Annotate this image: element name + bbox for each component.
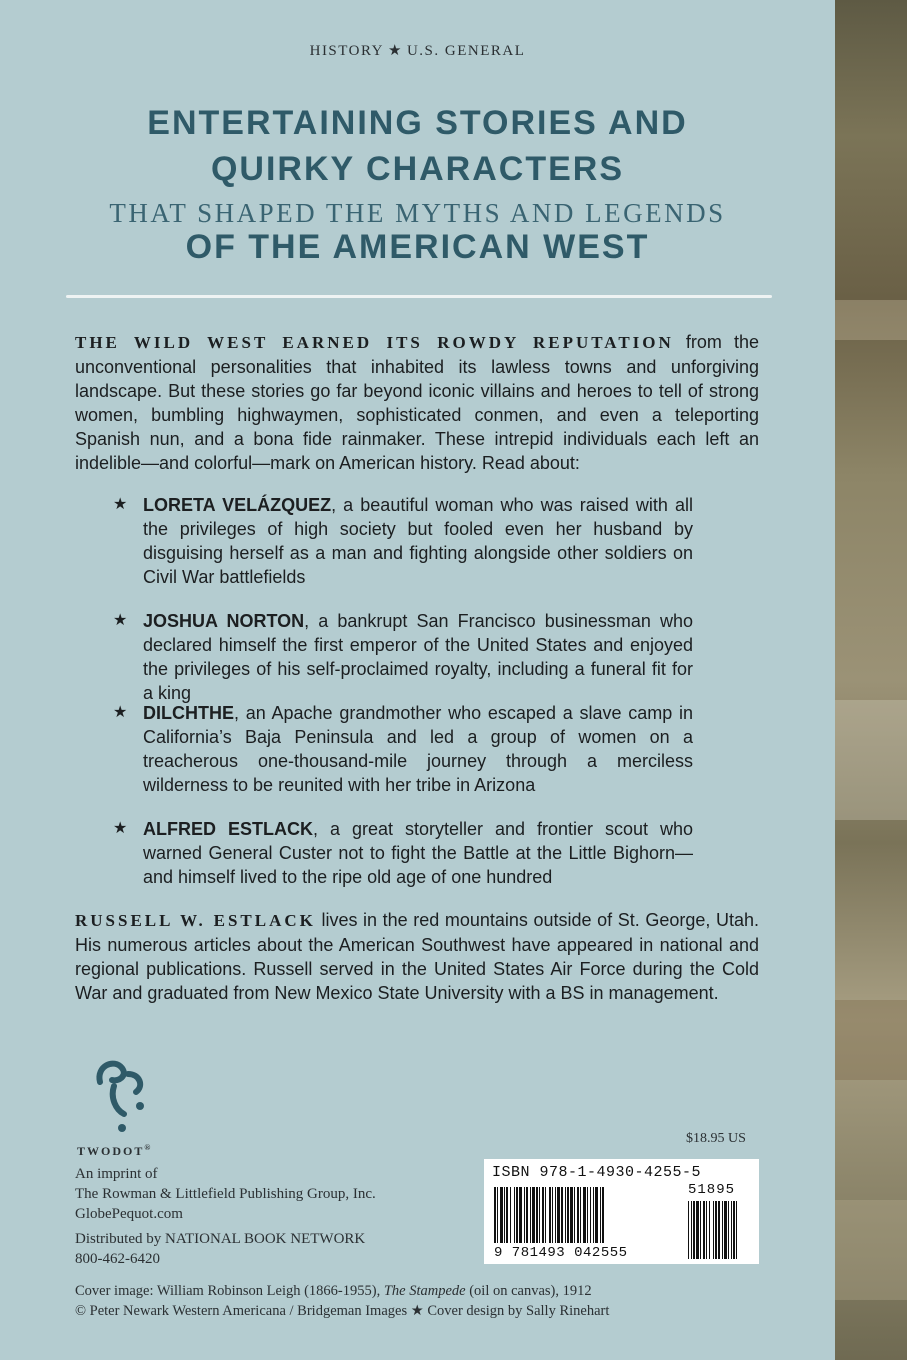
distributor-line: Distributed by NATIONAL BOOK NETWORK: [75, 1231, 366, 1247]
intro-paragraph: [75, 330, 759, 475]
brand-name: TWODOT: [77, 1144, 145, 1158]
bullet-item: [113, 493, 693, 589]
bullet-text: , a beautiful woman who was raised with all the privileges of high society but fooled even her husband by disguising herself as a man and fighting alongside other soldiers on Civil War battlefields: [143, 495, 693, 587]
star-icon: ★: [388, 43, 403, 59]
bullet-name: LORETA VELÁZQUEZ: [143, 495, 332, 515]
imprint-info: [75, 1164, 376, 1224]
registered-mark: ®: [144, 1143, 153, 1152]
bullet-name: JOSHUA NORTON: [143, 611, 305, 631]
author-name: RUSSELL W. ESTLACK: [75, 911, 316, 930]
twodot-logo-icon: [88, 1052, 158, 1142]
barcode-addon-digits: 51895: [688, 1182, 736, 1198]
credit-line-1: [75, 1281, 609, 1301]
distribution-info: [75, 1229, 365, 1269]
price-label: $18.95 US: [686, 1131, 746, 1146]
headline-line-4: OF THE AMERICAN WEST: [185, 228, 650, 266]
bullet-item: [113, 817, 693, 889]
imprint-line: An imprint of: [75, 1166, 158, 1182]
bullet-name: ALFRED ESTLACK: [143, 819, 313, 839]
headline-line-3: THAT SHAPED THE MYTHS AND LEGENDS: [109, 198, 726, 228]
bullet-text: , a great storyteller and frontier scout who warned General Custer not to fight the Battle at the Little Bighorn—and himself lived to the ripe old age of one hundred: [143, 819, 693, 887]
star-icon: ★: [113, 820, 128, 837]
divider-rule: [66, 295, 772, 298]
author-bio: [75, 908, 759, 1005]
front-cover-painting-edge: [835, 0, 907, 1360]
headline-line-1: ENTERTAINING STORIES AND: [147, 104, 688, 142]
bullet-text: , an Apache grandmother who escaped a slave camp in California’s Baja Peninsula and led a group of women on a treacherous one-thousand-mile journey through a merciless wilderness to be reunited with her tribe in Arizona: [143, 703, 693, 795]
bullet-item: [113, 609, 693, 705]
star-icon: ★: [113, 704, 128, 721]
headline-line-2: QUIRKY CHARACTERS: [210, 150, 625, 188]
intro-lead: THE WILD WEST EARNED ITS ROWDY REPUTATION: [75, 333, 674, 352]
intro-text: from the unconventional personalities that inhabited its lawless towns and unforgiving landscape. But these stories go far beyond iconic villains and heroes to tell of strong women, bumbling highwaymen, sophisticated conmen, and even a teleporting Spanish nun, and a bona fide rainmaker. These intrepid individuals each left an indelible—and colorful—mark on American history. Read about:: [75, 332, 759, 473]
star-icon: ★: [113, 612, 128, 629]
star-icon: ★: [113, 496, 128, 513]
author-text: lives in the red mountains outside of St. George, Utah. His numerous articles about the American Southwest have appeared in national and regional publications. Russell served in the United States Air Force during the Cold War and graduated from New Mexico State University with a BS in management.: [75, 910, 759, 1003]
category-label: [0, 41, 835, 60]
publisher-brand: [77, 1143, 152, 1159]
category-history: HISTORY: [309, 43, 385, 59]
credit-line-2: © Peter Newark Western Americana / Bridgeman Images ★ Cover design by Sally Rinehart: [75, 1303, 610, 1319]
distributor-phone: 800-462-6420: [75, 1251, 160, 1267]
painting-title: The Stampede: [383, 1283, 466, 1299]
category-us-general: U.S. GENERAL: [406, 43, 526, 59]
credit-suffix: (oil on canvas), 1912: [465, 1283, 592, 1299]
imprint-line: The Rowman & Littlefield Publishing Group, Inc.: [75, 1186, 376, 1202]
credit-prefix: Cover image: William Robinson Leigh (1866-1955),: [75, 1283, 384, 1299]
isbn-label: ISBN 978-1-4930-4255-5: [492, 1164, 702, 1181]
barcode-main-digits: 9 781493 042555: [494, 1245, 628, 1261]
cover-credits: [75, 1281, 609, 1321]
bullet-item: [113, 701, 693, 797]
bullet-name: DILCHTHE: [143, 703, 234, 723]
bullet-text: , a bankrupt San Francisco businessman who declared himself the first emperor of the United States and enjoyed the privileges of his self-proclaimed royalty, including a funeral fit for a king: [143, 611, 693, 703]
barcode-panel: [484, 1159, 759, 1264]
imprint-line: GlobePequot.com: [75, 1206, 183, 1222]
